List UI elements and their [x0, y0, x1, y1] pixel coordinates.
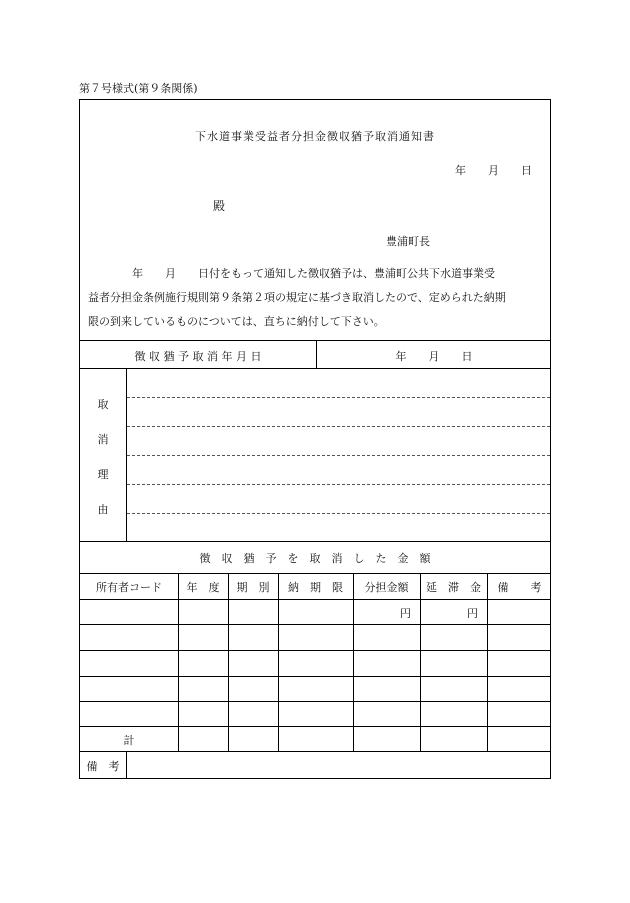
- reason-label-char: 理: [97, 468, 109, 481]
- reason-writing-line[interactable]: [127, 397, 550, 398]
- notice-body: [88, 262, 544, 334]
- divider: [80, 573, 550, 574]
- issuer-name: 豊浦町長: [386, 235, 430, 248]
- amount-section-title: 徴 収 猶 予 を 取 消 し た 金 額: [199, 552, 431, 565]
- notice-body-line: 限の到来しているものについては、直ちに納付して下さい。: [88, 315, 385, 328]
- form-number: 第７号様式(第９条関係): [79, 82, 198, 95]
- addressee-suffix: 殿: [213, 199, 226, 213]
- table-header-due-date: 納 期 限: [288, 581, 343, 594]
- table-row-line: [80, 701, 550, 702]
- table-row-line: [80, 599, 550, 600]
- cancel-date-field[interactable]: 年 月 日: [395, 350, 473, 363]
- divider: [80, 368, 550, 369]
- table-header-fiscal-year: 年 度: [186, 581, 220, 594]
- notice-form: [79, 99, 551, 779]
- table-header-late-fee: 延 滞 金: [426, 581, 481, 594]
- table-row-line: [80, 676, 550, 677]
- reason-writing-line[interactable]: [127, 513, 550, 514]
- remarks-field[interactable]: [127, 752, 550, 778]
- table-row-line: [80, 624, 550, 625]
- reason-label-char: 由: [97, 503, 109, 516]
- table-row-line: [80, 726, 550, 727]
- table-row-line: [80, 650, 550, 651]
- remarks-label: 備 考: [86, 760, 120, 773]
- cancel-date-label: 徴 収 猶 予 取 消 年 月 日: [134, 350, 262, 363]
- issue-date: 年 月 日: [455, 164, 532, 177]
- reason-writing-line[interactable]: [127, 484, 550, 485]
- notice-body-line: 益者分担金条例施行規則第９条第２項の規定に基づき取消したので、定められた納期: [88, 291, 506, 304]
- table-header-share-amount: 分担金額: [364, 581, 409, 594]
- divider: [80, 541, 550, 542]
- table-header-owner-code: 所有者コード: [96, 581, 162, 594]
- notice-body-line: 年 月 日付をもって通知した徴収猶予は、豊浦町公共下水道事業受: [88, 267, 495, 280]
- total-label: 計: [123, 734, 135, 747]
- divider: [80, 340, 550, 341]
- reason-label-char: 取: [97, 398, 109, 411]
- reason-writing-line[interactable]: [127, 455, 550, 456]
- form-title: 下水道事業受益者分担金徴収猶予取消通知書: [195, 130, 435, 143]
- table-header-remarks: 備 考: [497, 581, 542, 594]
- reason-label-char: 消: [97, 433, 109, 446]
- unit-yen-share: 円: [400, 607, 411, 620]
- unit-yen-late-fee: 円: [467, 607, 478, 620]
- reason-writing-line[interactable]: [127, 426, 550, 427]
- table-header-installment: 期 別: [236, 581, 270, 594]
